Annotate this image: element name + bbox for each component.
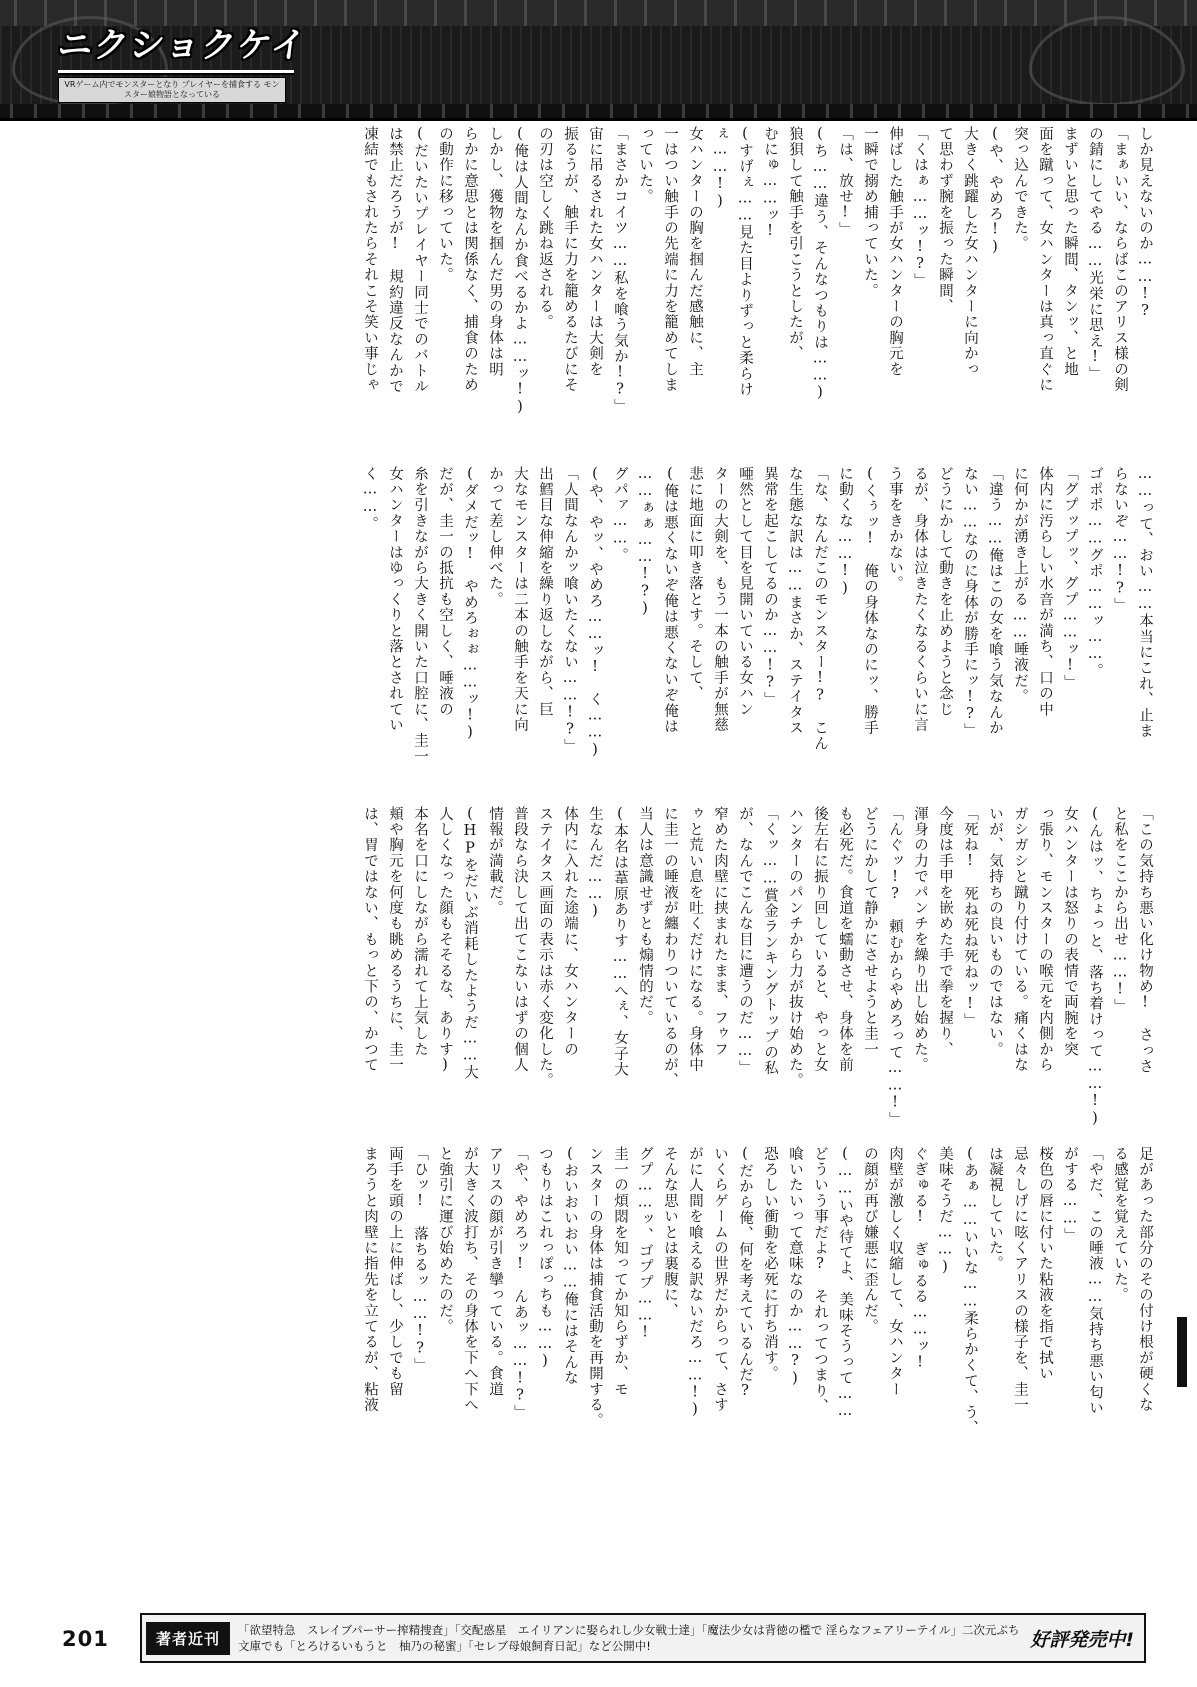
text-column: つもりはこれっぽっちも……) [537, 1146, 553, 1371]
text-column: まろうと肉壁に指先を立てるが、粘液 [362, 1146, 378, 1413]
author-works-label: 著者近刊 [146, 1622, 230, 1655]
text-column: と私をここから出せ……!」 [1112, 806, 1128, 1015]
text-column: 忌々しげに呟くアリスの様子を、圭一 [1012, 1146, 1028, 1413]
text-column: (だいたいプレイヤー同士でのバトル [412, 126, 428, 395]
text-column: いが、気持ちの良いものではない。 [987, 806, 1003, 1058]
text-column: の刃は空しく跳ね返される。 [537, 126, 553, 331]
text-block-row-2 [357, 466, 1157, 796]
text-column: (ダメだッ! やめろぉぉ……ッ!) [462, 466, 478, 742]
text-column: (だから俺、何を考えているんだ? [737, 1146, 753, 1401]
text-column: どうにかして静かにさせようと圭一 [862, 806, 878, 1058]
text-column: 体内に入れた途端に、女ハンターの [562, 806, 578, 1058]
text-column: (あぁ……いいな……柔らかくて、う、 [962, 1146, 978, 1437]
text-column: 「んぐッ!? 頼むからやめろって……!」 [887, 806, 903, 1128]
text-column: 「な、なんだこのモンスター!? こん [812, 466, 828, 752]
text-column: な生態な訳は……まさか、ステイタス [787, 466, 803, 736]
text-column: 「違う……俺はこの女を喰う気なんか [987, 466, 1003, 736]
title-rule [58, 70, 294, 73]
text-column: 喰いたいって意味なのか……?) [787, 1146, 803, 1388]
text-column: の錆にしてやる……光栄に思え!」 [1087, 126, 1103, 382]
text-column: 肉壁が激しく収縮して、女ハンター [887, 1146, 903, 1398]
text-column: しかし、獲物を掴んだ男の身体は明 [487, 126, 503, 378]
text-column: 生なんだ……) [587, 806, 603, 921]
edge-marker [1177, 1317, 1187, 1387]
text-column: く……。 [362, 466, 378, 532]
text-column: (んはッ、ちょっと、落ち着けって……!) [1087, 806, 1103, 1128]
text-column: (や、やッ、やめろ……ッ! く……) [587, 466, 603, 760]
text-column: 面を蹴って、女ハンターは真っ直ぐに [1037, 126, 1053, 393]
text-column: て思わず腕を振った瞬間、 [937, 126, 953, 315]
author-works-banner [140, 1613, 1146, 1663]
text-column: 「は、放せ!」 [837, 126, 853, 238]
text-column: に動くな……!) [837, 466, 853, 598]
page-number: 201 [62, 1627, 109, 1651]
text-column: 渾身の力でパンチを繰り出し始めた。 [912, 806, 928, 1073]
text-column: ……って、おい……本当にこれ、止ま [1137, 466, 1153, 739]
text-column: っ張り、モンスターの喉元を内側から [1037, 806, 1053, 1073]
page-header-band [0, 0, 1197, 121]
text-column: 後左右に振り回していると、やっと女 [812, 806, 828, 1073]
text-column: 本名を口にしながら濡れて上気した [412, 806, 428, 1058]
text-column: 突っ込んできた。 [1012, 126, 1028, 252]
text-column: 恐ろしい衝動を必死に打ち消す。 [762, 1146, 778, 1382]
series-title: ニクショクケイ [55, 26, 309, 66]
text-column: 情報が満載だ。 [487, 806, 503, 916]
text-column: しか見えないのか……!? [1137, 126, 1153, 321]
text-block-row-3 [357, 806, 1157, 1136]
text-column: 狼狽して触手を引こうとしたが、 [787, 126, 803, 362]
text-column: 頬や胸元を何度も眺めるうちに、圭一 [387, 806, 403, 1073]
text-column: 「まぁいい、ならばこのアリス様の剣 [1112, 126, 1128, 393]
text-column: いくらゲームの世界だからって、さす [712, 1146, 728, 1413]
text-column: 体内に汚らしい水音が満ち、口の中 [1037, 466, 1053, 718]
text-column: 一瞬で搦め捕っていた。 [862, 126, 878, 299]
text-column: 「くッ……賞金ランキングトップの私 [762, 806, 778, 1076]
text-column: 女ハンターの胸を掴んだ感触に、主 [687, 126, 703, 378]
text-column: に何かが湧き上がる……唾液だ。 [1012, 466, 1028, 705]
text-column: 圭一の煩悶を知ってか知らずか、モ [612, 1146, 628, 1398]
text-column: どうにかして動きを止めようと念じ [937, 466, 953, 718]
text-column: むにゅ……ッ! [762, 126, 778, 241]
text-column: らないぞ……!?」 [1112, 466, 1128, 614]
text-column: の動作に移っていた。 [437, 126, 453, 283]
text-column: 足があった部分のその付け根が硬くな [1137, 1146, 1153, 1413]
text-column: 大きく跳躍した女ハンターに向かっ [962, 126, 978, 378]
text-column: 女ハンターは怒りの表情で両腕を突 [1062, 806, 1078, 1058]
story-text-body [40, 126, 1157, 1546]
text-column: 「や、やめろッ! んあッ……!?」 [512, 1146, 528, 1421]
text-column: 両手を頭の上に伸ばし、少しでも留 [387, 1146, 403, 1398]
text-column: どういう事だよ? それってつまり、 [812, 1146, 828, 1415]
text-column: 普段なら決して出てこないはずの個人 [512, 806, 528, 1073]
text-column: は禁止だろうが! 規約違反なんかで [387, 126, 403, 395]
text-column: 女ハンターはゆっくりと落とされてい [387, 466, 403, 733]
text-column: 大なモンスターは二本の触手を天に向 [512, 466, 528, 733]
text-column: (……いや待てよ、美味そうって…… [837, 1146, 853, 1421]
text-column: 今度は手甲を嵌めた手で拳を握り、 [937, 806, 953, 1058]
text-column: ゴポポ……グポ……ッ……。 [1087, 466, 1103, 680]
text-column: 「ひッ! 落ちるッ……!?」 [412, 1146, 428, 1374]
text-column: (俺は悪くないぞ俺は悪くないぞ俺は [662, 466, 678, 735]
text-column: が大きく波打ち、その身体を下へ下へ [462, 1146, 478, 1413]
series-title-plate [55, 18, 309, 104]
text-column: 「この気持ち悪い化け物め! さっさ [1137, 806, 1153, 1075]
text-column: (おいおいおい……俺にはそんな [562, 1146, 578, 1386]
text-column: がに人間を喰える訳ないだろ……!) [687, 1146, 703, 1419]
text-column: と強引に運び始めたのだ。 [437, 1146, 453, 1335]
text-column: に圭一の唾液が纏わりついているのが、 [662, 806, 678, 1089]
text-column: 宙に吊るされた女ハンターは大剣を [587, 126, 603, 378]
on-sale-callout: 好評発売中! [1030, 1628, 1134, 1651]
text-column: るが、身体は泣きたくなるくらいに言 [912, 466, 928, 733]
text-column: まずいと思った瞬間、タンッ、と地 [1062, 126, 1078, 378]
text-column: 異常を起こしてるのか……!?」 [762, 466, 778, 708]
text-column: ない……なのに身体が勝手にッ!?」 [962, 466, 978, 739]
text-column: が、なんでこんな目に遭うのだ……」 [737, 806, 753, 1076]
text-column: そんな思いとは裏腹に、 [662, 1146, 678, 1319]
text-column: だが、圭一の抵抗も空しく、唾液の [437, 466, 453, 718]
text-column: グプ……ッ、ゴププ……! [637, 1146, 653, 1342]
text-column: も必死だ。食道を蠕動させ、身体を前 [837, 806, 853, 1073]
text-column: 美味そうだ……) [937, 1146, 953, 1277]
text-column: 人しくなった顔もそそるな、ありす) [437, 806, 453, 1075]
text-column: 桜色の唇に付いた粘液を指で拭い [1037, 1146, 1053, 1382]
text-column: 窄めた肉壁に挟まれたまま、フゥフ [712, 806, 728, 1058]
text-column: 凍結でもされたらそれこそ笑い事じゃ [362, 126, 378, 393]
text-column: は凝視していた。 [987, 1146, 1003, 1272]
text-column: 「まさかコイツ……私を喰う気か!?」 [612, 126, 628, 415]
text-column: ステイタス画面の表示は赤く変化した。 [537, 806, 553, 1089]
text-column: ぇ……!) [712, 126, 728, 211]
text-column: (本名は葦原ありす……へぇ、女子大 [612, 806, 628, 1078]
text-column: (すげぇ……見た目よりずっと柔らけ [737, 126, 753, 398]
text-column: 「やだ、この唾液……気持ち悪い匂い [1087, 1146, 1103, 1416]
text-column: かって差し伸べた。 [487, 466, 503, 608]
text-column: ……ぁぁ……!?) [637, 466, 653, 618]
text-column: ガシガシと蹴り付けている。痛くはな [1012, 806, 1028, 1073]
text-column: 糸を引きながら大きく開いた口腔に、圭一 [412, 466, 428, 765]
text-column: う事をきかない。 [887, 466, 903, 592]
text-column: がする……」 [1062, 1146, 1078, 1244]
text-column: 「人間なんかッ喰いたくない……!?」 [562, 466, 578, 755]
text-column: 「くはぁ……ッ!?」 [912, 126, 928, 289]
text-column: ターの大剣を、もう一本の触手が無慈 [712, 466, 728, 733]
text-block-row-1 [357, 126, 1157, 456]
text-column: ンスターの身体は捕食活動を再開する。 [587, 1146, 603, 1429]
text-column: (や、やめろ!) [987, 126, 1003, 257]
text-column: 振るうが、触手に力を籠めるたびにそ [562, 126, 578, 393]
text-column: アリスの顔が引き攣っている。食道 [487, 1146, 503, 1398]
text-block-row-4 [357, 1146, 1157, 1476]
text-column: (HPをだいぶ消耗したようだ……大 [462, 806, 478, 1081]
text-column: 「グプップッ、グプ……ッ!」 [1062, 466, 1078, 691]
author-works-list: 「欲望特急 スレイブパーサー搾精捜査」「交配惑星 エイリアンに娶られし少女戦士達」「魔法少女は背徳の檻で 淫らなフェアリーテイル」二次元ぷち文庫でも「とろけるいもうと 柚乃の秘蜜」「セレブ母娘飼育日記」など公開中! [238, 1623, 1020, 1653]
text-column: 唖然として目を見開いている女ハン [737, 466, 753, 718]
page-footer [0, 1603, 1197, 1687]
text-column: 出鱈目な伸縮を繰り返しながら、巨 [537, 466, 553, 718]
text-column: らかに意思とは関係なく、捕食のため [462, 126, 478, 393]
text-column: ゥと荒い息を吐くだけになる。身体中 [687, 806, 703, 1073]
series-subtitle: VRゲーム内でモンスターとなり プレイヤーを捕食する モンスター娘物語となっている [58, 77, 286, 103]
text-column: (ち……違う、そんなつもりは……) [812, 126, 828, 402]
text-column: 悲に地面に叩き落とす。そして、 [687, 466, 703, 702]
text-column: は、胃ではない、もっと下の、かつて [362, 806, 378, 1073]
text-column: る感覚を覚えていた。 [1112, 1146, 1128, 1303]
text-column: 当人は意識せずとも煽情的だ。 [637, 806, 653, 1026]
text-column: 一はつい触手の先端に力を籠めてしま [662, 126, 678, 393]
scroll-ornament-icon [1029, 16, 1185, 106]
text-column: 「死ね! 死ね死ね死ねッ!」 [962, 806, 978, 1029]
text-column: (俺は人間なんか食べるかよ……ッ!) [512, 126, 528, 417]
text-column: グパァ……。 [612, 466, 628, 564]
text-column: (くぅッ! 俺の身体なのにッ、勝手 [862, 466, 878, 736]
text-column: っていた。 [637, 126, 653, 205]
text-column: ハンターのパンチから力が抜け始めた。 [787, 806, 803, 1089]
text-column: 伸ばした触手が女ハンターの胸元を [887, 126, 903, 378]
text-column: ぐぎゅる! ぎゅるる……ッ! [912, 1146, 928, 1372]
text-column: の顔が再び嫌悪に歪んだ。 [862, 1146, 878, 1335]
